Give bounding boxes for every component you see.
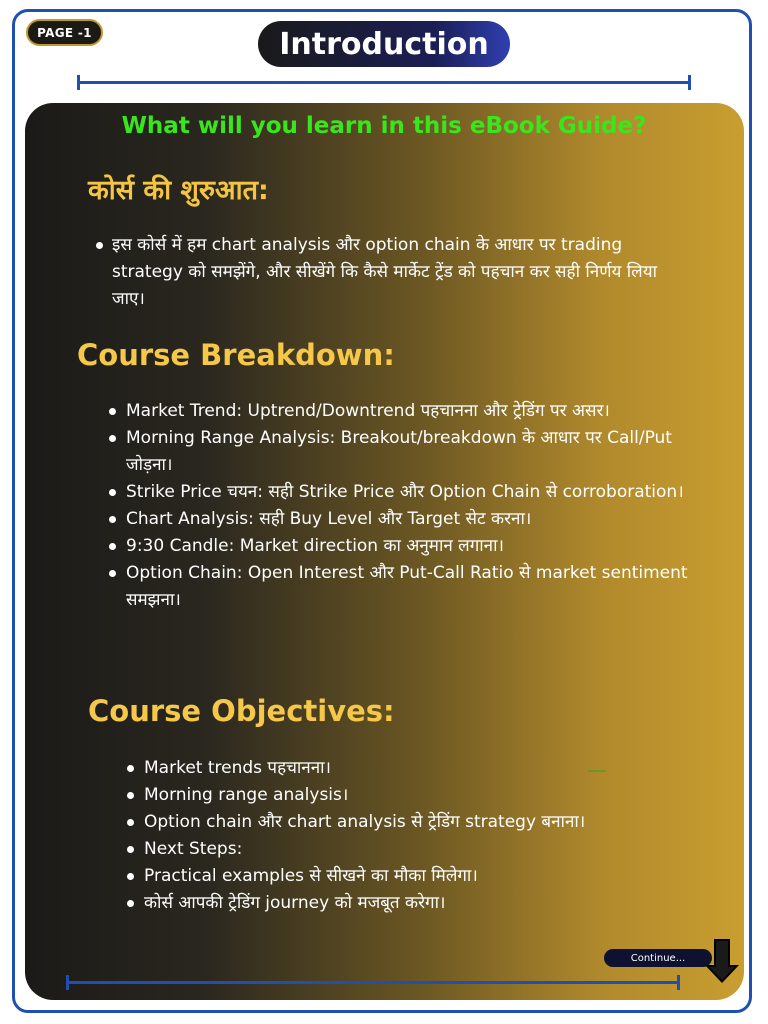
list-item: Chart Analysis: सही Buy Level और Target सेट करना। [126,506,691,533]
guide-question: What will you learn in this eBook Guide? [121,113,647,139]
intro-list [112,232,672,313]
list-item: कोर्स आपकी ट्रेडिंग journey को मजबूत करेगा। [144,890,704,917]
list-item: Market Trend: Uptrend/Downtrend पहचानना और ट्रेडिंग पर असर। [126,398,691,425]
intro-heading: कोर्स की शुरुआत: [88,175,269,206]
list-item: Option Chain: Open Interest और Put-Call Ratio से market sentiment समझना। [126,560,691,614]
list-item: Morning range analysis। [144,782,704,809]
continue-button[interactable]: Continue... [604,949,712,967]
list-item: Next Steps: [144,836,704,863]
page-number-badge: PAGE -1 [26,19,103,46]
objectives-list [144,755,704,917]
list-item: Morning Range Analysis: Breakout/breakdown के आधार पर Call/Put जोड़ना। [126,425,691,479]
list-item: इस कोर्स में हम chart analysis और option chain के आधार पर trading strategy को समझेंगे, और सीखेंगे कि कैसे मार्केट ट्रेंड को पहचान कर सही निर्णय लिया जाए। [112,232,672,313]
bottom-divider [66,981,680,984]
top-divider [77,81,691,84]
list-item: Option chain और chart analysis से ट्रेडिंग strategy बनाना। [144,809,704,836]
list-item: 9:30 Candle: Market direction का अनुमान लगाना। [126,533,691,560]
list-item: Practical examples से सीखने का मौका मिलेगा। [144,863,704,890]
page-title: Introduction [258,21,510,67]
breakdown-heading: Course Breakdown: [77,338,395,372]
decorative-mark [588,770,606,772]
arrow-down-icon[interactable] [704,937,742,985]
list-item: Strike Price चयन: सही Strike Price और Option Chain से corroboration। [126,479,691,506]
objectives-heading: Course Objectives: [88,694,395,728]
list-item: Market trends पहचानना। [144,755,704,782]
breakdown-list [126,398,691,614]
